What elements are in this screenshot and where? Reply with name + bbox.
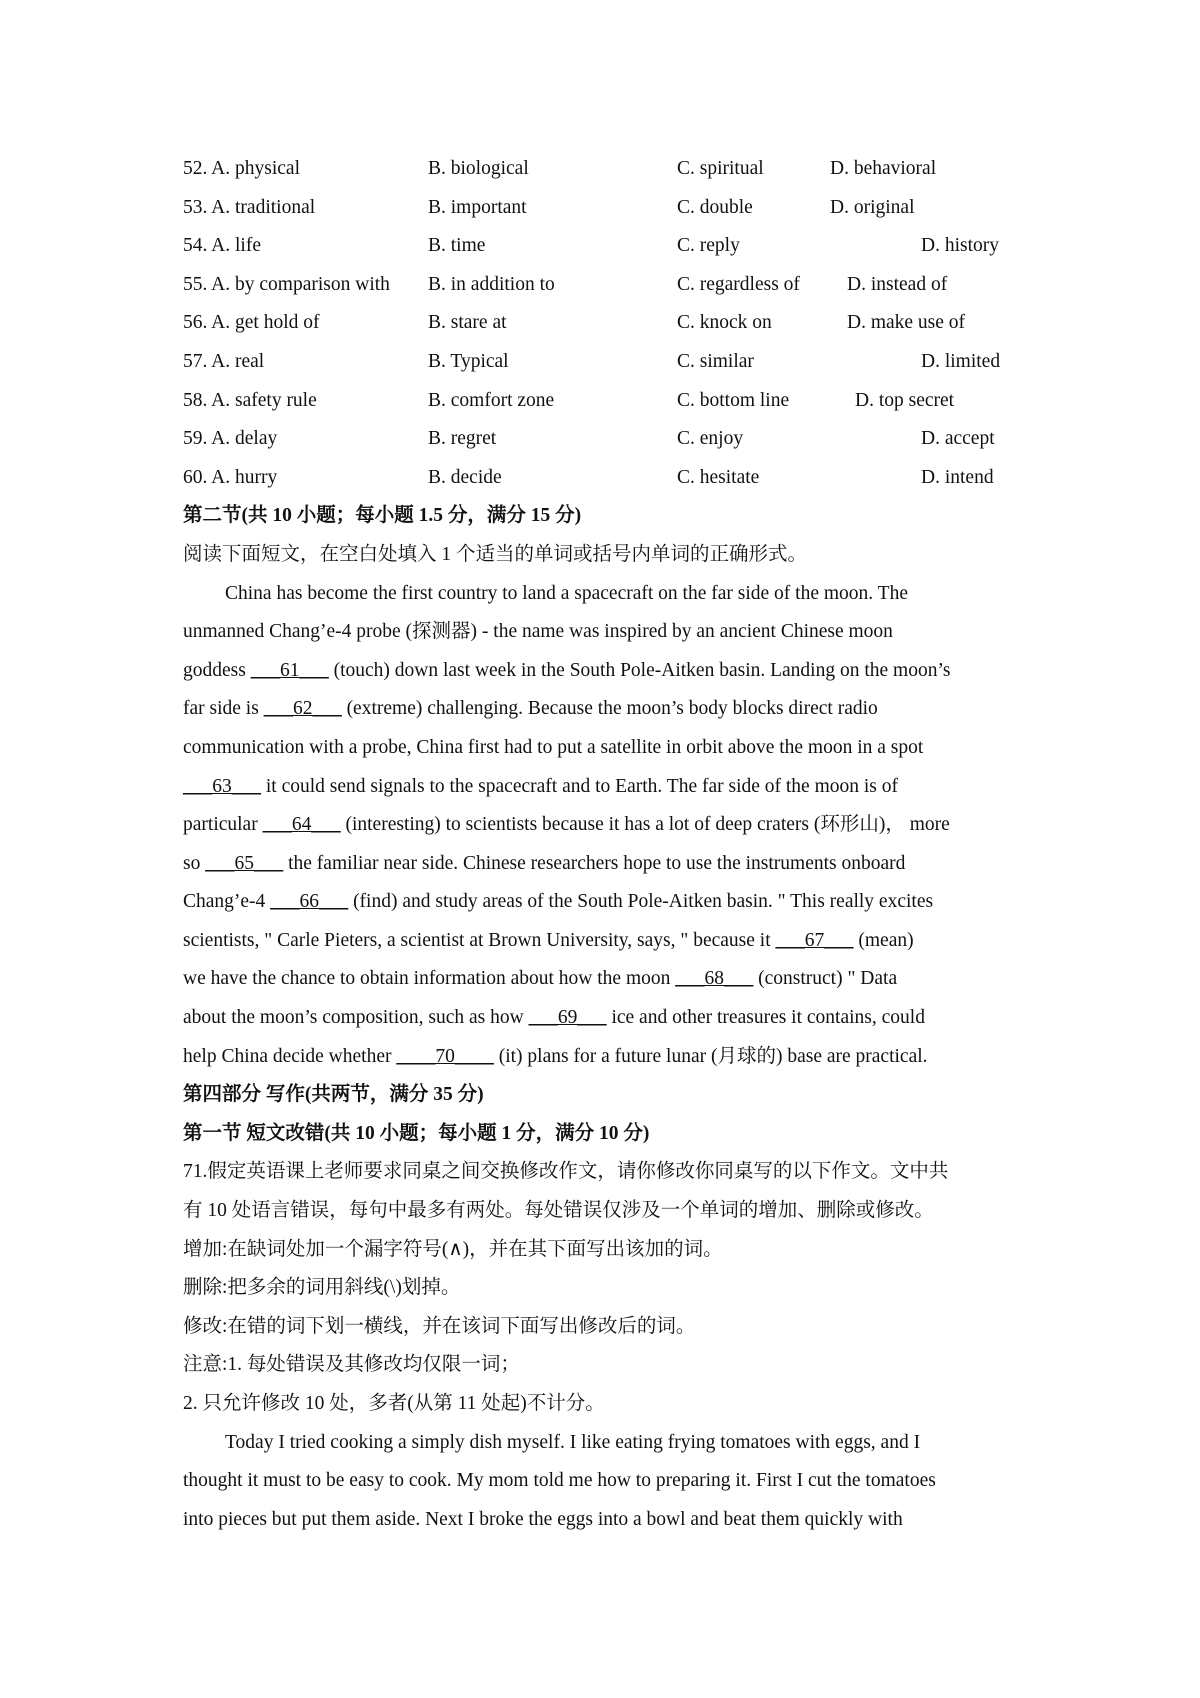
passage-line bbox=[183, 613, 1025, 652]
question-row bbox=[183, 189, 1025, 228]
answer-blank[interactable]: ___65___ bbox=[205, 852, 284, 874]
option-c: C. enjoy bbox=[677, 428, 744, 450]
option-c: C. bottom line bbox=[677, 389, 790, 411]
passage-text: particular bbox=[183, 814, 263, 836]
passage-text: (construct) " Data bbox=[753, 968, 898, 990]
passage-text: we have the chance to obtain information about how the moon bbox=[183, 968, 676, 990]
option-d: D. limited bbox=[921, 350, 1001, 372]
instruction-line: 有 10 处语言错误，每句中最多有两处。每处错误仅涉及一个单词的增加、删除或修改。 bbox=[183, 1200, 934, 1222]
passage-line bbox=[183, 1038, 1025, 1077]
option-d: D. intend bbox=[921, 466, 994, 488]
question-row bbox=[183, 227, 1025, 266]
section2-heading: 第二节(共 10 小题；每小题 1.5 分，满分 15 分) bbox=[183, 505, 582, 527]
part4-heading: 第四部分 写作(共两节，满分 35 分) bbox=[183, 1084, 484, 1106]
option-c: C. spiritual bbox=[677, 158, 764, 179]
option-a: 57. A. real bbox=[183, 350, 265, 372]
option-b: B. regret bbox=[428, 428, 497, 450]
passage-text: goddess bbox=[183, 659, 251, 681]
passage-text: communication with a probe, China first had to put a satellite in orbit above the moon in a spot bbox=[183, 736, 924, 758]
passage-text: far side is bbox=[183, 698, 264, 720]
answer-blank[interactable]: ___67___ bbox=[775, 929, 854, 951]
exam-page bbox=[183, 150, 1025, 1539]
option-b: B. biological bbox=[428, 158, 529, 179]
answer-blank[interactable]: ____70____ bbox=[396, 1045, 494, 1067]
passage-line bbox=[183, 652, 1025, 691]
essay-line: into pieces but put them aside. Next I broke the eggs into a bowl and beat them quickly with bbox=[183, 1508, 903, 1530]
passage-line bbox=[183, 690, 1025, 729]
option-d: D. original bbox=[830, 196, 915, 218]
passage-line bbox=[183, 575, 1025, 614]
option-a: 52. A. physical bbox=[183, 158, 300, 179]
question-row bbox=[183, 343, 1025, 382]
passage-text: help China decide whether bbox=[183, 1045, 397, 1067]
passage-text: the familiar near side. Chinese researchers hope to use the instruments onboard bbox=[283, 852, 906, 874]
option-a: 53. A. traditional bbox=[183, 196, 316, 218]
passage-text: (mean) bbox=[853, 929, 914, 951]
passage-text: Chang’e-4 bbox=[183, 891, 271, 913]
passage-text: unmanned Chang’e-4 probe (探测器) - the name was inspired by an ancient Chinese moon bbox=[183, 621, 893, 643]
answer-blank[interactable]: ___69___ bbox=[528, 1007, 607, 1029]
option-a: 55. A. by comparison with bbox=[183, 273, 390, 295]
option-d: D. top secret bbox=[855, 389, 955, 411]
answer-blank[interactable]: ___62___ bbox=[263, 698, 342, 720]
option-b: B. time bbox=[428, 235, 486, 257]
passage-text: (extreme) challenging. Because the moon’s body blocks direct radio bbox=[341, 698, 878, 720]
passage-text: (it) plans for a future lunar (月球的) base are practical. bbox=[493, 1045, 928, 1067]
option-b: B. in addition to bbox=[428, 273, 555, 295]
option-c: C. double bbox=[677, 196, 753, 218]
option-b: B. Typical bbox=[428, 350, 509, 372]
passage-text: it could send signals to the spacecraft and to Earth. The far side of the moon is of bbox=[261, 775, 899, 797]
instruction-line: 71.假定英语课上老师要求同桌之间交换修改作文，请你修改你同桌写的以下作文。文中共 bbox=[183, 1161, 949, 1183]
option-a: 54. A. life bbox=[183, 235, 261, 257]
passage-line bbox=[183, 729, 1025, 768]
instruction-line: 删除:把多余的词用斜线(\)划掉。 bbox=[183, 1277, 461, 1299]
passage-text: scientists, " Carle Pieters, a scientist at Brown University, says, " because it bbox=[183, 929, 776, 951]
essay-line: Today I tried cooking a simply dish myself. I like eating frying tomatoes with eggs, and I bbox=[225, 1431, 921, 1453]
passage-line bbox=[183, 883, 1025, 922]
passage-line bbox=[183, 999, 1025, 1038]
passage-text: (find) and study areas of the South Pole-Aitken basin. " This really excites bbox=[348, 891, 934, 913]
question-row bbox=[183, 420, 1025, 459]
option-c: C. hesitate bbox=[677, 466, 760, 488]
passage-line bbox=[183, 768, 1025, 807]
question-row bbox=[183, 266, 1025, 305]
question-row bbox=[183, 382, 1025, 421]
question-row bbox=[183, 150, 1025, 189]
option-a: 56. A. get hold of bbox=[183, 312, 320, 334]
passage-text: so bbox=[183, 852, 206, 874]
option-c: C. regardless of bbox=[677, 273, 800, 295]
option-d: D. history bbox=[921, 235, 999, 257]
answer-blank[interactable]: ___68___ bbox=[675, 968, 754, 990]
option-d: D. behavioral bbox=[830, 158, 937, 179]
passage-line bbox=[183, 845, 1025, 884]
instruction-line: 修改:在错的词下划一横线，并在该词下面写出修改后的词。 bbox=[183, 1315, 696, 1337]
answer-blank[interactable]: ___64___ bbox=[262, 814, 341, 836]
option-b: B. decide bbox=[428, 466, 502, 488]
option-d: D. make use of bbox=[847, 312, 966, 334]
option-c: C. reply bbox=[677, 235, 740, 257]
option-c: C. similar bbox=[677, 350, 754, 372]
instruction-line: 注意:1. 每处错误及其修改均仅限一词； bbox=[183, 1354, 520, 1376]
passage-line bbox=[183, 922, 1025, 961]
multiple-choice-options bbox=[183, 150, 1025, 497]
option-a: 60. A. hurry bbox=[183, 466, 278, 488]
option-a: 58. A. safety rule bbox=[183, 389, 317, 411]
correction-instructions bbox=[183, 1153, 1025, 1423]
answer-blank[interactable]: ___66___ bbox=[270, 891, 349, 913]
option-d: D. instead of bbox=[847, 273, 948, 295]
passage-text: (touch) down last week in the South Pole-Aitken basin. Landing on the moon’s bbox=[328, 659, 951, 681]
option-c: C. knock on bbox=[677, 312, 772, 334]
section2-instruction: 阅读下面短文，在空白处填入 1 个适当的单词或括号内单词的正确形式。 bbox=[183, 543, 808, 565]
option-b: B. stare at bbox=[428, 312, 507, 334]
option-d: D. accept bbox=[921, 428, 995, 450]
passage-text: about the moon’s composition, such as how bbox=[183, 1007, 529, 1029]
section1-heading: 第一节 短文改错(共 10 小题；每小题 1 分，满分 10 分) bbox=[183, 1122, 650, 1144]
option-b: B. important bbox=[428, 196, 527, 218]
passage-line bbox=[183, 960, 1025, 999]
passage-text: ice and other treasures it contains, could bbox=[606, 1007, 925, 1029]
question-row bbox=[183, 459, 1025, 498]
instruction-line: 2. 只允许修改 10 处，多者(从第 11 处起)不计分。 bbox=[183, 1393, 605, 1414]
instruction-line: 增加:在缺词处加一个漏字符号(∧)，并在其下面写出该加的词。 bbox=[183, 1238, 723, 1260]
question-row bbox=[183, 304, 1025, 343]
passage-line bbox=[183, 806, 1025, 845]
option-a: 59. A. delay bbox=[183, 428, 278, 450]
essay-text bbox=[183, 1424, 1025, 1540]
essay-line: thought it must to be easy to cook. My mom told me how to preparing it. First I cut the tomatoes bbox=[183, 1470, 936, 1492]
reading-passage bbox=[183, 575, 1025, 1077]
passage-text: China has become the first country to land a spacecraft on the far side of the moon. The bbox=[225, 582, 908, 604]
answer-blank[interactable]: ___61___ bbox=[250, 659, 329, 681]
option-b: B. comfort zone bbox=[428, 389, 555, 411]
answer-blank[interactable]: ___63___ bbox=[183, 775, 261, 797]
passage-text: (interesting) to scientists because it has a lot of deep craters (环形山)， more bbox=[340, 814, 950, 836]
